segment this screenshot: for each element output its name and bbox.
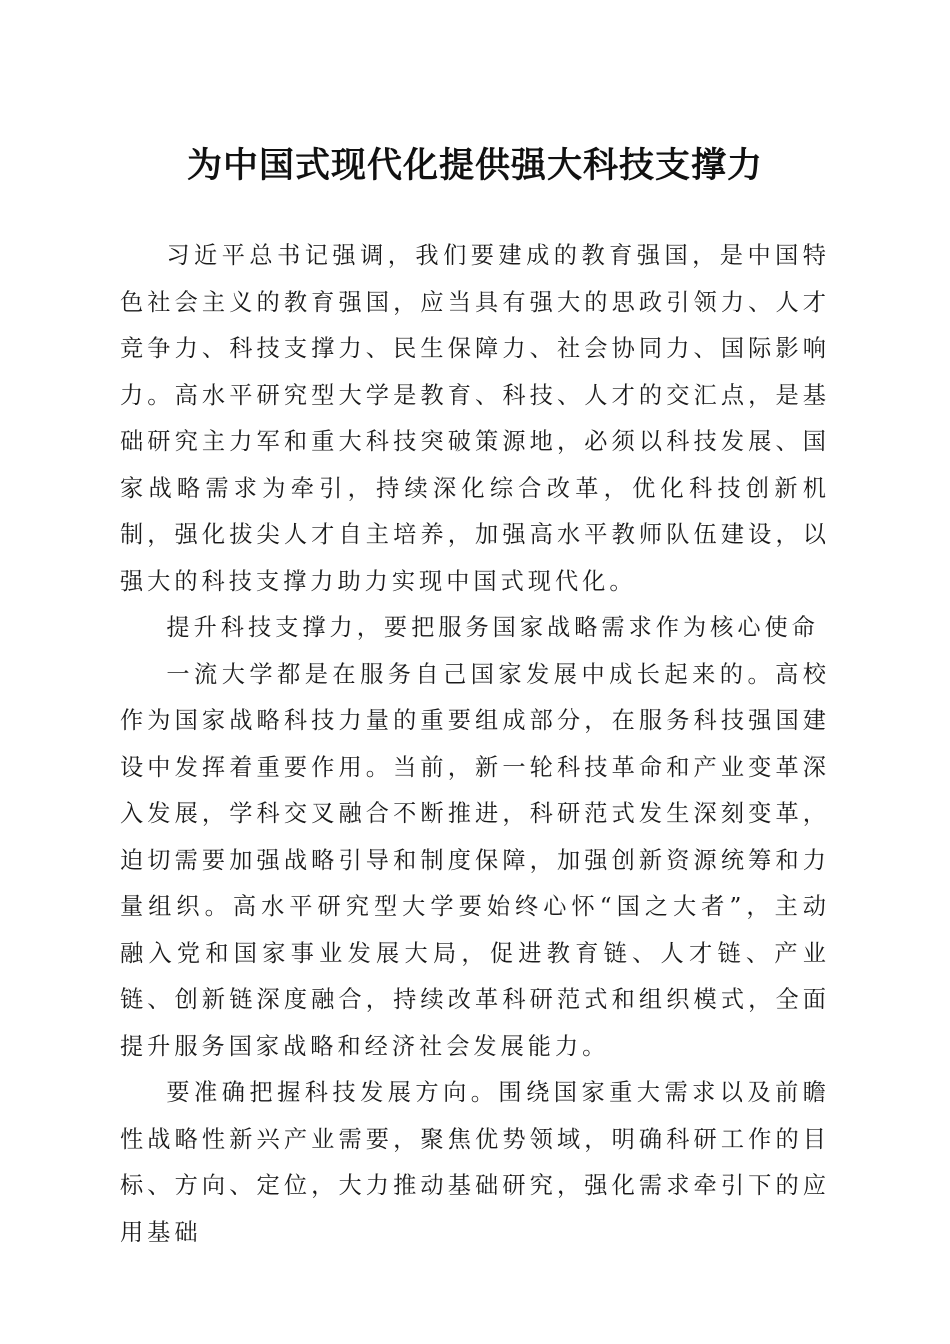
paragraph-intro: 习近平总书记强调，我们要建成的教育强国，是中国特色社会主义的教育强国，应当具有强大的思政引领力、人才竞争力、科技支撑力、民生保障力、社会协同力、国际影响力。高水平研究型大学是教育、科技、人才的交汇点，是基础研究主力军和重大科技突破策源地，必须以科技发展、国家战略需求为牵引，持续深化综合改革，优化科技创新机制，强化拔尖人才自主培养，加强高水平教师队伍建设，以强大的科技支撑力助力实现中国式现代化。 — [120, 242, 830, 595]
paragraph-service-strategy: 一流大学都是在服务自己国家发展中成长起来的。高校作为国家战略科技力量的重要组成部分，在服务科技强国建设中发挥着重要作用。当前，新一轮科技革命和产业变革深入发展，学科交叉融合不断推进，科研范式发生深刻变革，迫切需要加强战略引导和制度保障，加强创新资源统筹和力量组织。高水平研究型大学要始终心怀“国之大者”，主动融入党和国家事业发展大局，促进教育链、人才链、产业链、创新链深度融合，持续改革科研范式和组织模式，全面提升服务国家战略和经济社会发展能力。 — [120, 660, 830, 1060]
document-title: 为中国式现代化提供强大科技支撑力 — [186, 145, 763, 186]
section-heading: 提升科技支撑力，要把服务国家战略需求作为核心使命 — [166, 614, 819, 641]
document-body — [120, 233, 830, 1256]
paragraph-tech-direction: 要准确把握科技发展方向。围绕国家重大需求以及前瞻性战略性新兴产业需要，聚焦优势领域，明确科研工作的目标、方向、定位，大力推动基础研究，强化需求牵引下的应用基础 — [120, 1079, 830, 1246]
